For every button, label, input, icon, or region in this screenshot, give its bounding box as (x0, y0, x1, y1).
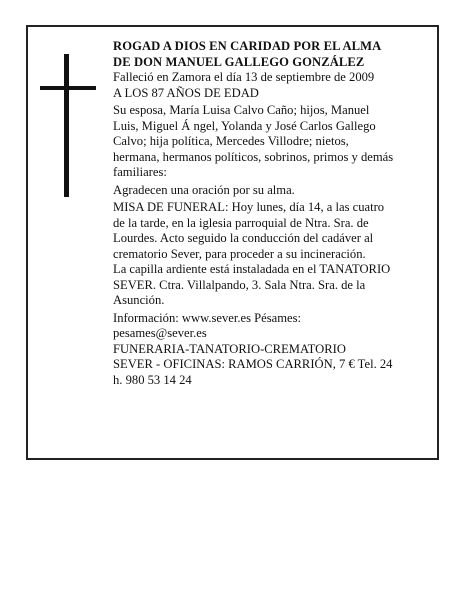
age-line: A LOS 87 AÑOS DE EDAD (113, 85, 259, 100)
info-paragraph (113, 311, 425, 342)
cross-icon (38, 54, 98, 199)
chapel-line: La capilla ardiente está instaladada en el TANATORIO (113, 262, 391, 276)
title-line: ROGAD A DIOS EN CARIDAD POR EL ALMA (113, 39, 382, 53)
obituary-text (113, 39, 425, 388)
family-line: Luis, Miguel Á ngel, Yolanda y José Carlos Gallego (113, 118, 376, 133)
company-line: FUNERARIA-TANATORIO-CREMATORIO (113, 341, 346, 356)
funeral-line: Lourdes. Acto seguido la conducción del cadáver al (113, 231, 374, 245)
prayer-line: Agradecen una oración por su alma. (113, 182, 295, 197)
family-line: familiares: (113, 165, 167, 179)
company-paragraph (113, 342, 425, 389)
family-line: Su esposa, María Luisa Calvo Caño; hijos, Manuel (113, 103, 370, 117)
info-line: Información: www.sever.es Pésames: (113, 310, 302, 325)
funeral-line: MISA DE FUNERAL: Hoy lunes, día 14, a las cuatro (113, 200, 385, 214)
company-line: h. 980 53 14 24 (113, 372, 192, 387)
cross-horizontal-bar (40, 86, 96, 90)
family-line: hermana, hermanos políticos, sobrinos, primos y demás (113, 149, 394, 164)
funeral-line: de la tarde, en la iglesia parroquial de Ntra. Sra. de (113, 215, 369, 230)
chapel-line: Asunción. (113, 293, 165, 307)
death-line: Falleció en Zamora el día 13 de septiembre de 2009 (113, 70, 375, 84)
chapel-line: SEVER. Ctra. Villalpando, 3. Sala Ntra. Sra. de la (113, 277, 366, 292)
family-paragraph (113, 103, 425, 181)
deceased-name-line: DE DON MANUEL GALLEGO GONZÁLEZ (113, 54, 365, 69)
info-line: pesames@sever.es (113, 326, 207, 340)
chapel-paragraph (113, 262, 425, 309)
cross-vertical-bar (64, 54, 69, 197)
family-line: Calvo; hija política, Mercedes Villodre; nietos, (113, 134, 349, 148)
funeral-line: crematorio Sever, para proceder a su incineración. (113, 246, 366, 261)
funeral-paragraph (113, 200, 425, 262)
company-line: SEVER - OFICINAS: RAMOS CARRIÓN, 7 € Tel. 24 (113, 357, 393, 371)
